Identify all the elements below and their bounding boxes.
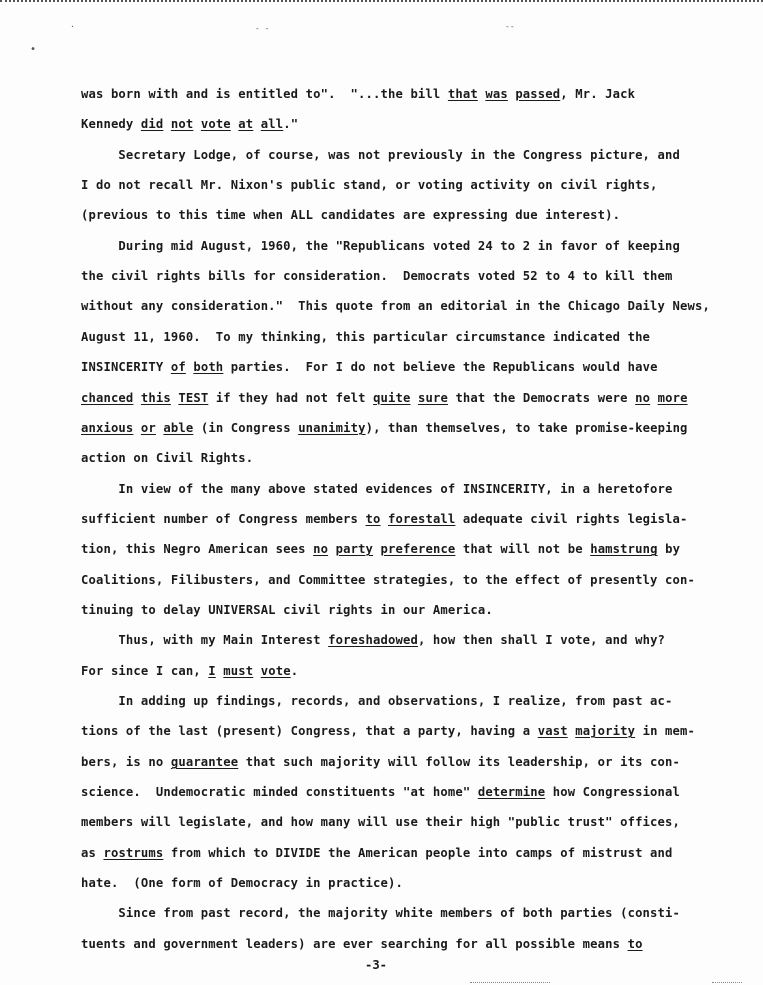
underlined-text: forestall [388,512,456,526]
scan-speck: - - [255,24,270,33]
underlined-text: TEST [178,391,209,405]
text-run: sufficient number of Congress members [81,512,366,526]
text-run: Since from past record, the majority white members of both parties (consti- [81,906,680,920]
text-run [381,512,389,526]
text-run: tinuing to delay UNIVERSAL civil rights in our America. [81,603,493,617]
text-run [650,391,658,405]
text-line [81,450,253,466]
text-line [81,238,680,254]
underlined-text: rostrums [103,846,164,860]
text-run [253,664,261,678]
text-line [81,784,680,800]
underlined-text: that [447,87,478,101]
text-run: the civil rights bills for consideration. Democrats voted 52 to 4 to kill them [81,269,673,283]
underlined-text: not [170,117,194,131]
text-line [81,875,403,891]
text-run: action on Civil Rights. [81,451,254,465]
text-line [81,268,673,284]
text-run: was born with and is entitled to". "...the bill [81,87,448,101]
scan-speck: · [70,22,75,31]
text-run: parties. For I do not believe the Republicans would have [223,360,658,374]
text-line [81,420,688,436]
underlined-text: must [223,664,254,678]
underlined-text: of [170,360,186,374]
text-line [81,754,680,770]
text-line [81,147,680,163]
underlined-text: determine [477,785,546,799]
text-run [253,117,261,131]
text-run: Coalitions, Filibusters, and Committee strategies, to the effect of presently con- [81,573,695,587]
text-run: as [81,846,104,860]
text-run: Secretary Lodge, of course, was not previously in the Congress picture, and [81,148,680,162]
text-run [193,117,201,131]
text-run [328,542,336,556]
underlined-text: both [193,360,224,374]
text-run: INSINCERITY [81,360,171,374]
text-run: hate. (One form of Democracy in practice). [81,876,403,890]
underlined-text: I [208,664,216,678]
underlined-text: able [163,421,194,435]
underlined-text: at [238,117,254,131]
text-line [81,663,298,679]
text-line [81,298,710,314]
text-line [81,693,673,709]
scan-speck: -- [505,22,515,31]
underlined-text: to [365,512,381,526]
text-run: bers, is no [81,755,171,769]
text-run: For since I can, [81,664,209,678]
underlined-text: vast [537,724,568,738]
underlined-text: vote [260,664,291,678]
text-run: Thus, with my Main Interest [81,633,329,647]
text-line [81,511,688,527]
text-line [81,572,695,588]
text-line [81,481,673,497]
text-run [373,542,381,556]
text-run: that will not be [455,542,591,556]
page-number: -3- [365,958,388,972]
text-line [81,177,658,193]
underlined-text: guarantee [170,755,239,769]
underlined-text: chanced [81,391,134,405]
text-run [133,421,141,435]
text-line [81,845,673,861]
text-line [81,359,658,375]
underlined-text: party [335,542,374,556]
text-line [81,905,680,921]
underlined-text: foreshadowed [328,633,418,647]
text-run: tuents and government leaders) are ever searching for all possible means [81,937,628,951]
text-line [81,86,635,102]
scan-edge-mark [712,982,742,983]
text-run: if they had not felt [208,391,374,405]
text-run: how Congressional [545,785,681,799]
text-run: adequate civil rights legisla- [455,512,688,526]
text-line [81,632,665,648]
text-run: , how then shall I vote, and why? [417,633,666,647]
text-run: (previous to this time when ALL candidates are expressing due interest). [81,208,621,222]
underlined-text: majority [575,724,636,738]
underlined-text: this [140,391,171,405]
text-run: Kennedy [81,117,141,131]
text-run: ." [283,117,299,131]
text-run: by [657,542,681,556]
underlined-text: did [140,117,164,131]
text-run [133,391,141,405]
text-line [81,602,493,618]
text-run: I do not recall Mr. Nixon's public stand, or voting activity on civil rights, [81,178,658,192]
text-run: without any consideration." This quote from an editorial in the Chicago Daily News, [81,299,710,313]
scan-edge-mark [470,982,550,983]
text-line [81,936,643,952]
text-run: tions of the last (present) Congress, that a party, having a [81,724,538,738]
text-run: tion, this Negro American sees [81,542,314,556]
text-run: August 11, 1960. To my thinking, this particular circumstance indicated the [81,330,651,344]
underlined-text: hamstrung [590,542,658,556]
underlined-text: more [657,391,688,405]
text-run: members will legislate, and how many will use their high "public trust" offices, [81,815,680,829]
text-line [81,390,688,406]
page-top-edge [0,0,763,5]
underlined-text: passed [515,87,561,101]
text-run: In adding up findings, records, and observations, I realize, from past ac- [81,694,673,708]
text-run: . [290,664,299,678]
underlined-text: sure [418,391,448,405]
scan-speck: • [30,44,37,55]
underlined-text: no [313,542,329,556]
underlined-text: to [627,937,643,951]
text-run: ), than themselves, to take promise-keeping [365,421,688,435]
text-line [81,723,695,739]
underlined-text: vote [200,117,231,131]
text-run: , Mr. Jack [560,87,636,101]
underlined-text: unanimity [298,421,366,435]
text-line [81,207,620,223]
text-line [81,329,650,345]
text-run [163,117,171,131]
text-line [81,541,680,557]
text-run: from which to DIVIDE the American people into camps of mistrust and [163,846,673,860]
underlined-text: quite [373,391,411,405]
underlined-text: all [260,117,284,131]
text-run: that the Democrats were [447,391,636,405]
text-run: in mem- [635,724,696,738]
text-line [81,814,680,830]
text-run [411,391,419,405]
text-run: that such majority will follow its leadership, or its con- [238,755,681,769]
text-run: (in Congress [193,421,299,435]
underlined-text: or [140,421,156,435]
text-line [81,116,298,132]
underlined-text: anxious [81,421,134,435]
underlined-text: was [485,87,508,101]
text-run: During mid August, 1960, the "Republicans voted 24 to 2 in favor of keeping [81,239,680,253]
text-run: science. Undemocratic minded constituents "at home" [81,785,478,799]
underlined-text: no [635,391,651,405]
underlined-text: preference [380,542,456,556]
text-run: In view of the many above stated evidences of INSINCERITY, in a heretofore [81,482,673,496]
